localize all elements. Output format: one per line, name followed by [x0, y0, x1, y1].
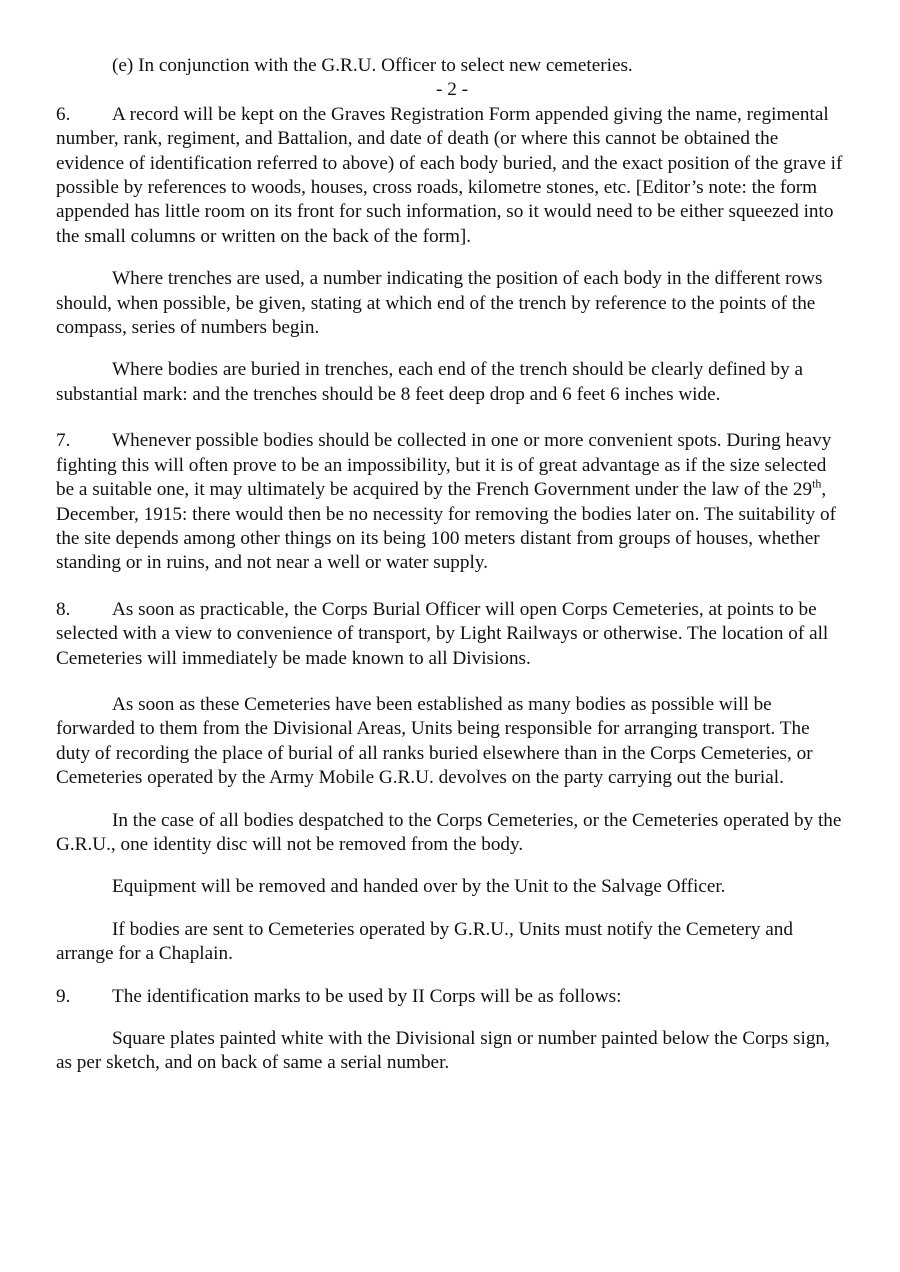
- paragraph-9: [56, 985, 848, 1009]
- paragraph-8: [56, 598, 848, 671]
- paragraph-7-text-before-superscript: Whenever possible bodies should be collected in one or more convenient spots. During heavy fighting this will often prove to be an impossibility, but it is of great advantage as if the size selected be a suitable one, it may ultimately be acquired by the French Government under the law of the 29: [56, 430, 832, 501]
- paragraph-9-number: 9.: [56, 985, 71, 1007]
- paragraph-7: [56, 429, 848, 575]
- paragraph-9-text: The identification marks to be used by II Corps will be as follows:: [112, 985, 622, 1007]
- paragraph-equipment-salvage: Equipment will be removed and handed over by the Unit to the Salvage Officer.: [112, 876, 726, 898]
- paragraph-spacer: [56, 791, 848, 809]
- paragraph-cemeteries-established: As soon as these Cemeteries have been established as many bodies as possible will be forwarded to them from the Divisional Areas, Units being responsible for arranging transport. The duty of recording the place of burial of all ranks buried elsewhere than in the Corps Cemeteries, or Cemeteries operated by the Army Mobile G.R.U. devolves on the party carrying out the burial.: [56, 693, 813, 789]
- paragraph-spacer: [56, 900, 848, 918]
- paragraph-spacer: [56, 340, 848, 358]
- paragraph-chaplain-notification: If bodies are sent to Cemeteries operated by G.R.U., Units must notify the Cemetery and arrange for a Chaplain.: [56, 918, 793, 965]
- page-number-marker: - 2 -: [436, 79, 468, 101]
- paragraph-identity-disc: In the case of all bodies despatched to the Corps Cemeteries, or the Cemeteries operated by the G.R.U., one identity disc will not be removed from the body.: [56, 809, 842, 855]
- paragraph-square-plates: Square plates painted white with the Divisional sign or number painted below the Corps sign, as per sketch, and on back of same a serial number.: [56, 1028, 830, 1074]
- paragraph-spacer: [56, 967, 848, 985]
- paragraph-spacer: [56, 407, 848, 429]
- paragraph-spacer: [56, 1009, 848, 1027]
- sub-item-e: (e) In conjunction with the G.R.U. Officer to select new cemeteries.: [112, 55, 633, 76]
- paragraph-spacer: [56, 576, 848, 598]
- paragraph-spacer: [56, 249, 848, 267]
- paragraph-trenches-numbering: Where trenches are used, a number indicating the position of each body in the different rows should, when possible, be given, stating at which end of the trench by reference to the points of the compass, series of numbers begin.: [56, 268, 823, 339]
- paragraph-7-number: 7.: [56, 430, 71, 452]
- paragraph-spacer: [56, 671, 848, 693]
- paragraph-trench-dimensions: Where bodies are buried in trenches, each end of the trench should be clearly defined by a substantial mark: and the trenches should be 8 feet deep drop and 6 feet 6 inches wide.: [56, 359, 803, 405]
- paragraph-6: [56, 103, 848, 249]
- paragraph-spacer: [56, 857, 848, 875]
- ordinal-superscript: th: [812, 476, 822, 491]
- paragraph-6-number: 6.: [56, 103, 71, 125]
- paragraph-8-number: 8.: [56, 598, 71, 620]
- paragraph-6-text: A record will be kept on the Graves Registration Form appended giving the name, regimental number, rank, regiment, and Battalion, and date of death (or where this cannot be obtained the evidence of identification referred to above) of each body buried, and the exact position of the grave if possible by references to woods, houses, cross roads, kilometre stones, etc. [Editor’s note: the form appended has little room on its front for such information, so it would need to be either squeezed into the small columns or written on the back of the form].: [56, 103, 843, 247]
- paragraph-8-text: As soon as practicable, the Corps Burial Officer will open Corps Cemeteries, at points to be selected with a view to convenience of transport, by Light Railways or otherwise. The location of all Cemeteries will immediately be made known to all Divisions.: [56, 598, 829, 669]
- document-body: [56, 54, 848, 1076]
- paragraph-7-text-after-superscript: , December, 1915: there would then be no necessity for removing the bodies later on. The suitability of the site depends among other things on its being 100 meters distant from groups of houses, whether standing or in ruins, and not near a well or water supply.: [56, 479, 837, 574]
